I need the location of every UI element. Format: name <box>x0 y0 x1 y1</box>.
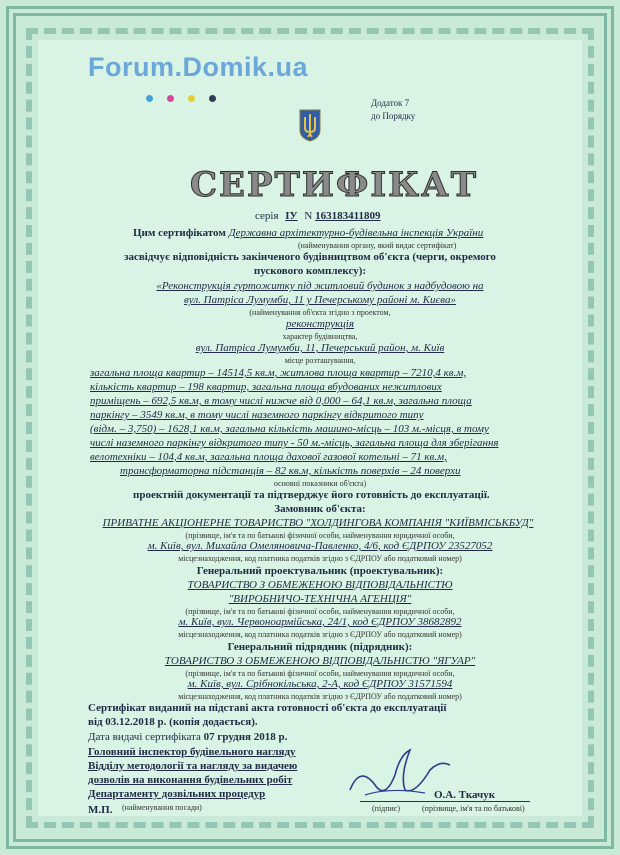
seal-label: М.П. <box>88 804 113 816</box>
series-code: ІУ <box>285 210 298 222</box>
object-line-2: вул. Патріса Лумумби, 11 у Печерському районі м. Києва» <box>184 294 456 306</box>
official-position-line: Відділу методології та нагляду за видачею <box>88 760 298 772</box>
location-caption: місце розташування, <box>284 356 356 365</box>
official-position-line: Головний інспектор будівельного нагляду <box>88 746 296 758</box>
signature-caption: (підпис) <box>372 804 401 813</box>
indicator-line: кількість квартир – 198 квартир, загальна площа вбудованих нежитлових <box>90 381 442 393</box>
designer-caption-2: місцезнаходження, код платника податків згідно з ЄДРПОУ або податковий номер) <box>178 630 462 639</box>
number-label: N <box>304 210 313 222</box>
watermark: Forum.Domik.ua <box>88 52 309 82</box>
contractor-caption-1: (прізвище, ім'я та по батькові фізичної особи, найменування юридичної особи, <box>185 669 455 678</box>
attest-line-2: пускового комплексу): <box>253 265 367 277</box>
contractor-caption-2: місцезнаходження, код платника податків згідно з ЄДРПОУ або податковий номер) <box>178 692 462 701</box>
issue-date-label: Дата видачі сертифіката <box>88 731 201 743</box>
basis-line-2: від 03.12.2018 р. (копія додається). <box>88 716 258 728</box>
contractor-name: ТОВАРИСТВО З ОБМЕЖЕНОЮ ВІДПОВІДАЛЬНІСТЮ "ЯГУАР" <box>164 655 476 667</box>
indicator-line: (відм. – 3,750) – 1628,1 кв.м, загальна кількість машино-місць – 103 м.-місця, в тому <box>90 423 489 435</box>
designer-name-line-2: "ВИРОБНИЧО-ТЕХНІЧНА АГЕНЦІЯ" <box>228 593 412 605</box>
certificate-number: 163183411809 <box>315 210 381 222</box>
indicator-line: трансформаторна підстанція – 82 кв.м, кількість поверхів – 24 поверхи <box>120 465 461 477</box>
contractor-heading: Генеральний підрядник (підрядник): <box>227 641 413 653</box>
indicator-line: велотехніки – 104,4 кв.м, загальна площа дахової газової котельні – 71 кв.м, <box>90 451 447 463</box>
issuer-row <box>133 227 483 239</box>
official-position-caption: (найменування посади) <box>122 803 202 812</box>
designer-heading: Генеральний проектувальник (проектувальник): <box>196 565 444 577</box>
issuer-name: Державна архітектурно-будівельна інспекція України <box>228 227 484 239</box>
issuer-caption: (найменування органу, який видає сертифікат) <box>298 241 457 250</box>
indicator-line: паркінгу – 3549 кв.м, в тому числі наземного паркінгу відкритого типу <box>90 409 424 421</box>
contractor-address: м. Київ, вул. Срібнокільська, 2-А, код ЄДРПОУ 31571594 <box>187 678 453 690</box>
designer-address: м. Київ, вул. Червоноармійська, 24/1, код ЄДРПОУ 38682892 <box>178 616 462 628</box>
object-line-1: «Реконструкція гуртожитку під житловий будинок з надбудовою на <box>156 280 484 292</box>
issue-date-row <box>88 731 287 743</box>
project-docs-text: проектній документації та підтверджує його готовність до експлуатації. <box>133 489 490 501</box>
indicator-line: загальна площа квартир – 14514,5 кв.м, житлова площа квартир – 7210,4 кв.м, <box>90 367 467 379</box>
official-name: О.А. Ткачук <box>434 789 496 801</box>
official-position-line: Департаменту дозвільних процедур <box>88 788 266 800</box>
customer-caption-2: місцезнаходження, код платника податків згідно з ЄДРПОУ або податковий номер) <box>178 554 462 563</box>
attest-line-1: засвідчує відповідність закінченого будівництвом об'єкта (черги, окремого <box>124 251 496 263</box>
certificate-title: СЕРТИФІКАТ <box>190 165 479 205</box>
designer-name-line-1: ТОВАРИСТВО З ОБМЕЖЕНОЮ ВІДПОВІДАЛЬНІСТЮ <box>187 579 453 591</box>
name-line <box>420 801 530 802</box>
issue-date-value: 07 грудня 2018 р. <box>203 731 288 743</box>
object-caption: (найменування об'єкта згідно з проектом, <box>249 308 391 317</box>
customer-caption-1: (прізвище, ім'я та по батькові фізичної особи, найменування юридичної особи, <box>185 531 455 540</box>
annex-line-2: до Порядку <box>371 111 416 121</box>
coat-of-arms-icon <box>298 108 322 142</box>
official-name-caption: (прізвище, ім'я та по батькові) <box>422 804 525 813</box>
customer-address: м. Київ, вул. Михайла Омеляновича-Павленко, 4/6, код ЄДРПОУ 23527052 <box>147 540 493 552</box>
annex-line-1: Додаток 7 <box>371 98 410 108</box>
official-position-line: дозволів на виконання будівельних робіт <box>88 774 293 786</box>
customer-heading: Замовник об'єкта: <box>274 503 366 515</box>
location-value: вул. Патріса Лумумби, 11, Печерський район, м. Київ <box>195 342 445 354</box>
designer-caption-1: (прізвище, ім'я та по батькові фізичної особи, найменування юридичної особи, <box>185 607 455 616</box>
construction-caption: характер будівництва, <box>282 332 358 341</box>
issuer-intro: Цим сертифікатом <box>133 227 226 239</box>
indicators-caption: основні показники об'єкта) <box>273 479 367 488</box>
series-label: серія <box>255 210 279 222</box>
annex-label <box>371 97 415 123</box>
construction-type: реконструкція <box>286 318 354 330</box>
basis-line-1: Сертифікат виданий на підставі акта готовності об'єкта до експлуатації <box>88 702 447 714</box>
series-row <box>255 210 380 222</box>
watermark-dots <box>146 89 230 107</box>
customer-name: ПРИВАТНЕ АКЦІОНЕРНЕ ТОВАРИСТВО "ХОЛДИНГОВА КОМПАНІЯ "КИЇВМІСЬКБУД" <box>102 517 534 529</box>
indicator-line: числі наземного паркінгу відкритого типу - 50 м.-місць, загальна площа для зберігання <box>90 437 499 449</box>
indicator-line: приміщень – 692,5 кв.м, в тому числі нижче від 0,000 – 64,1 кв.м, загальна площа <box>90 395 472 407</box>
